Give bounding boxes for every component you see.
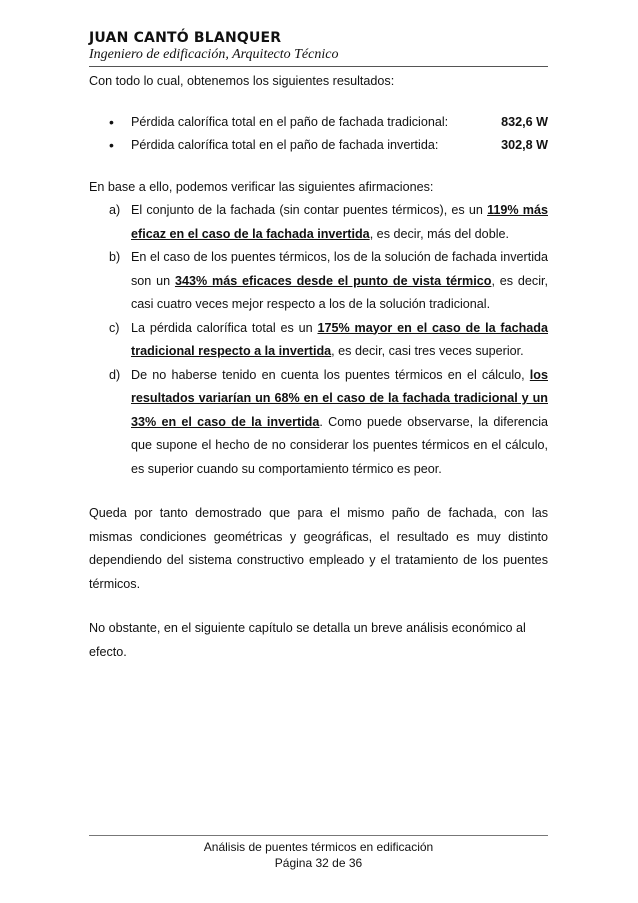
- footer-title: Análisis de puentes térmicos en edificación: [203, 840, 434, 854]
- item-highlight: 119% más eficaz en el caso de la fachada invertida: [131, 203, 548, 241]
- list-item: [89, 199, 548, 246]
- list-item: [89, 317, 548, 364]
- results-list: [89, 112, 548, 158]
- item-text-post: , es decir, casi cuatro veces mejor respecto a los de la solución tradicional.: [131, 273, 548, 311]
- list-item: [89, 364, 548, 482]
- item-text: [131, 199, 548, 246]
- item-marker: b): [109, 250, 121, 264]
- list-item: [89, 112, 548, 135]
- author-name: JUAN CANTÓ BLANQUER: [89, 30, 282, 46]
- intro-paragraph: Con todo lo cual, obtenemos los siguientes resultados:: [89, 74, 395, 88]
- page-header: [89, 30, 548, 67]
- item-highlight: los resultados variarían un 68% en el caso de la fachada tradicional y un 33% en el caso de la invertida: [131, 367, 548, 429]
- conclusion-paragraph: Queda por tanto demostrado que para el mismo paño de fachada, con las mismas condiciones geométricas y geográficas, el resultado es muy distinto dependiendo del sistema constructivo empleado y el tratamiento de los puentes térmicos.: [89, 506, 548, 591]
- item-marker: a): [109, 203, 121, 217]
- item-text-pre: De no haberse tenido en cuenta los puentes térmicos en el cálculo,: [131, 367, 530, 382]
- item-text-pre: El conjunto de la fachada (sin contar puentes térmicos), es un: [131, 203, 488, 217]
- list-item: [89, 135, 548, 158]
- document-body: [89, 70, 548, 664]
- item-text-post: . Como puede observarse, la diferencia que supone el hecho de no considerar los puentes térmicos en el cálculo, es superior cuando su comportamiento térmico es peor.: [131, 414, 548, 476]
- item-highlight: 343% más eficaces desde el punto de vista térmico: [174, 273, 492, 288]
- item-text: [131, 317, 548, 364]
- spacer: [89, 596, 548, 617]
- header-rule: [89, 66, 548, 67]
- spacer: [89, 481, 548, 502]
- result-value: 832,6 W: [501, 115, 548, 130]
- affirmations-intro: En base a ello, podemos verificar las siguientes afirmaciones:: [89, 179, 434, 194]
- item-text: [131, 364, 548, 482]
- item-text-pre: La pérdida calorífica total es un: [131, 320, 318, 335]
- item-text-pre: En el caso de los puentes térmicos, los de la solución de fachada invertida son un: [131, 250, 548, 288]
- item-text-post: , es decir, casi tres veces superior.: [331, 344, 524, 358]
- item-text-post: , es decir, más del doble.: [369, 226, 509, 241]
- page-footer: [89, 835, 548, 871]
- bullet-icon: •: [109, 114, 114, 131]
- item-highlight: 175% mayor en el caso de la fachada tradicional respecto a la invertida: [131, 320, 548, 358]
- result-label: Pérdida calorífica total en el paño de fachada tradicional:: [131, 115, 449, 130]
- result-value: 302,8 W: [501, 138, 548, 153]
- item-marker: d): [109, 367, 121, 382]
- list-item: [89, 246, 548, 317]
- page-number: Página 32 de 36: [274, 856, 363, 870]
- author-subtitle: Ingeniero de edificación, Arquitecto Técnico: [89, 47, 339, 62]
- closing-paragraph: No obstante, en el siguiente capítulo se detalla un breve análisis económico al efecto.: [89, 621, 526, 659]
- bullet-icon: •: [109, 137, 114, 154]
- affirmations-list: [89, 199, 548, 481]
- result-label: Pérdida calorífica total en el paño de fachada invertida:: [131, 138, 439, 153]
- item-marker: c): [109, 320, 120, 335]
- item-text: [131, 246, 548, 317]
